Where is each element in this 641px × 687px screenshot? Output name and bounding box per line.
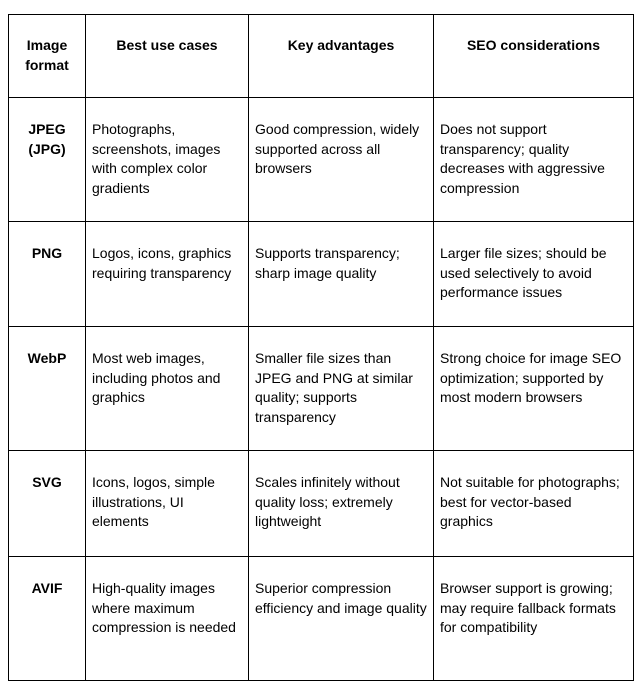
seo-cell: Strong choice for image SEO optimization; supported by most modern browsers <box>434 327 634 451</box>
format-cell: PNG <box>9 222 86 327</box>
advantages-cell: Good compression, widely supported across all browsers <box>249 98 434 222</box>
seo-cell: Browser support is growing; may require fallback formats for compatibility <box>434 557 634 681</box>
format-cell: JPEG (JPG) <box>9 98 86 222</box>
image-format-table-container <box>8 14 634 681</box>
header-seo-considerations: SEO considerations <box>434 15 634 98</box>
format-cell: SVG <box>9 451 86 557</box>
table-row <box>9 98 634 222</box>
image-format-table <box>8 14 634 681</box>
use-cases-cell: Most web images, including photos and graphics <box>86 327 249 451</box>
seo-cell: Does not support transparency; quality decreases with aggressive compression <box>434 98 634 222</box>
header-best-use-cases: Best use cases <box>86 15 249 98</box>
use-cases-cell: Logos, icons, graphics requiring transparency <box>86 222 249 327</box>
table-header-row <box>9 15 634 98</box>
use-cases-cell: High-quality images where maximum compression is needed <box>86 557 249 681</box>
format-cell: WebP <box>9 327 86 451</box>
advantages-cell: Smaller file sizes than JPEG and PNG at similar quality; supports transparency <box>249 327 434 451</box>
format-cell: AVIF <box>9 557 86 681</box>
advantages-cell: Scales infinitely without quality loss; extremely lightweight <box>249 451 434 557</box>
use-cases-cell: Icons, logos, simple illustrations, UI elements <box>86 451 249 557</box>
use-cases-cell: Photographs, screenshots, images with complex color gradients <box>86 98 249 222</box>
advantages-cell: Superior compression efficiency and image quality <box>249 557 434 681</box>
seo-cell: Not suitable for photographs; best for vector-based graphics <box>434 451 634 557</box>
table-row <box>9 557 634 681</box>
header-key-advantages: Key advantages <box>249 15 434 98</box>
seo-cell: Larger file sizes; should be used selectively to avoid performance issues <box>434 222 634 327</box>
header-image-format: Image format <box>9 15 86 98</box>
table-row <box>9 451 634 557</box>
advantages-cell: Supports transparency; sharp image quality <box>249 222 434 327</box>
table-row <box>9 222 634 327</box>
table-row <box>9 327 634 451</box>
